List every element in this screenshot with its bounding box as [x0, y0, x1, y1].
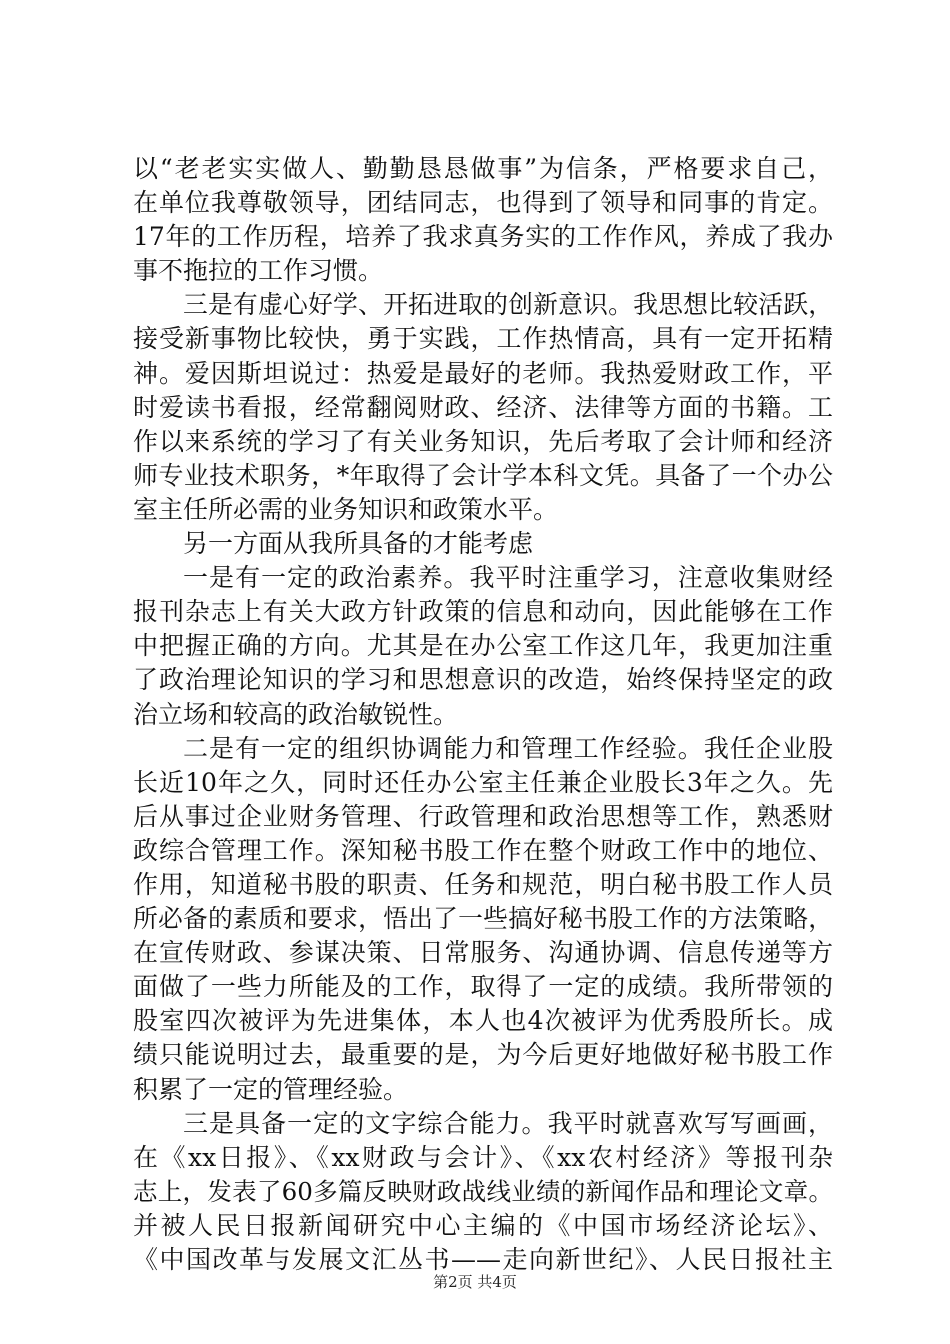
- text-line: 志上，发表了60多篇反映财政战线业绩的新闻作品和理论文章。: [133, 1176, 833, 1206]
- text-line: 面做了一些力所能及的工作，取得了一定的成绩。我所带领的: [133, 972, 833, 1002]
- text-line: 绩只能说明过去，最重要的是，为今后更好地做好秘书股工作: [133, 1040, 833, 1070]
- text-line: 师专业技术职务，*年取得了会计学本科文凭。具备了一个办公: [133, 460, 833, 490]
- document-body: [133, 152, 833, 1277]
- text-line: 17年的工作历程，培养了我求真务实的工作作风，养成了我办: [133, 222, 833, 252]
- text-line: 《中国改革与发展文汇丛书——走向新世纪》、人民日报社主: [133, 1245, 833, 1274]
- text-line: 时爱读书看报，经常翻阅财政、经济、法律等方面的书籍。工: [133, 392, 833, 422]
- text-line: 三是具备一定的文字综合能力。我平时就喜欢写写画画，: [183, 1108, 833, 1138]
- text-line: 在《xx日报》、《xx财政与会计》、《xx农村经济》等报刊杂: [133, 1142, 833, 1172]
- page-footer: 第2页 共4页: [433, 1273, 517, 1291]
- text-line: 治立场和较高的政治敏锐性。: [133, 699, 459, 729]
- text-line: 作以来系统的学习了有关业务知识，先后考取了会计师和经济: [133, 426, 833, 456]
- text-line: 以“老老实实做人、勤勤恳恳做事”为信条，严格要求自己，: [133, 154, 833, 183]
- text-line: 室主任所必需的业务知识和政策水平。: [133, 494, 559, 524]
- text-line: 作用，知道秘书股的职责、任务和规范，明白秘书股工作人员: [133, 869, 833, 899]
- text-line: 一是有一定的政治素养。我平时注重学习，注意收集财经: [183, 563, 833, 593]
- text-line: 在宣传财政、参谋决策、日常服务、沟通协调、信息传递等方: [133, 938, 833, 968]
- text-line: 股室四次被评为先进集体，本人也4次被评为优秀股所长。成: [133, 1006, 833, 1036]
- text-line: 并被人民日报新闻研究中心主编的《中国市场经济论坛》、: [133, 1210, 833, 1240]
- text-line: 积累了一定的管理经验。: [133, 1074, 409, 1104]
- text-line: 中把握正确的方向。尤其是在办公室工作这几年，我更加注重: [133, 631, 833, 661]
- text-line: 后从事过企业财务管理、行政管理和政治思想等工作，熟悉财: [133, 801, 833, 831]
- text-line: 二是有一定的组织协调能力和管理工作经验。我任企业股: [183, 733, 833, 763]
- text-line: 报刊杂志上有关大政方针政策的信息和动向，因此能够在工作: [133, 597, 833, 627]
- text-line: 在单位我尊敬领导，团结同志，也得到了领导和同事的肯定。: [133, 188, 833, 218]
- text-line: 政综合管理工作。深知秘书股工作在整个财政工作中的地位、: [133, 835, 833, 865]
- text-line: 另一方面从我所具备的才能考虑: [183, 529, 534, 559]
- text-line: 三是有虚心好学、开拓进取的创新意识。我思想比较活跃，: [183, 290, 833, 320]
- text-line: 了政治理论知识的学习和思想意识的改造，始终保持坚定的政: [133, 665, 833, 695]
- text-line: 接受新事物比较快，勇于实践，工作热情高，具有一定开拓精: [133, 324, 833, 354]
- text-line: 事不拖拉的工作习惯。: [133, 256, 384, 286]
- text-line: 所必备的素质和要求，悟出了一些搞好秘书股工作的方法策略，: [133, 904, 833, 934]
- text-line: 神。爱因斯坦说过：热爱是最好的老师。我热爱财政工作，平: [133, 358, 833, 388]
- text-line: 长近10年之久，同时还任办公室主任兼企业股长3年之久。先: [133, 767, 833, 797]
